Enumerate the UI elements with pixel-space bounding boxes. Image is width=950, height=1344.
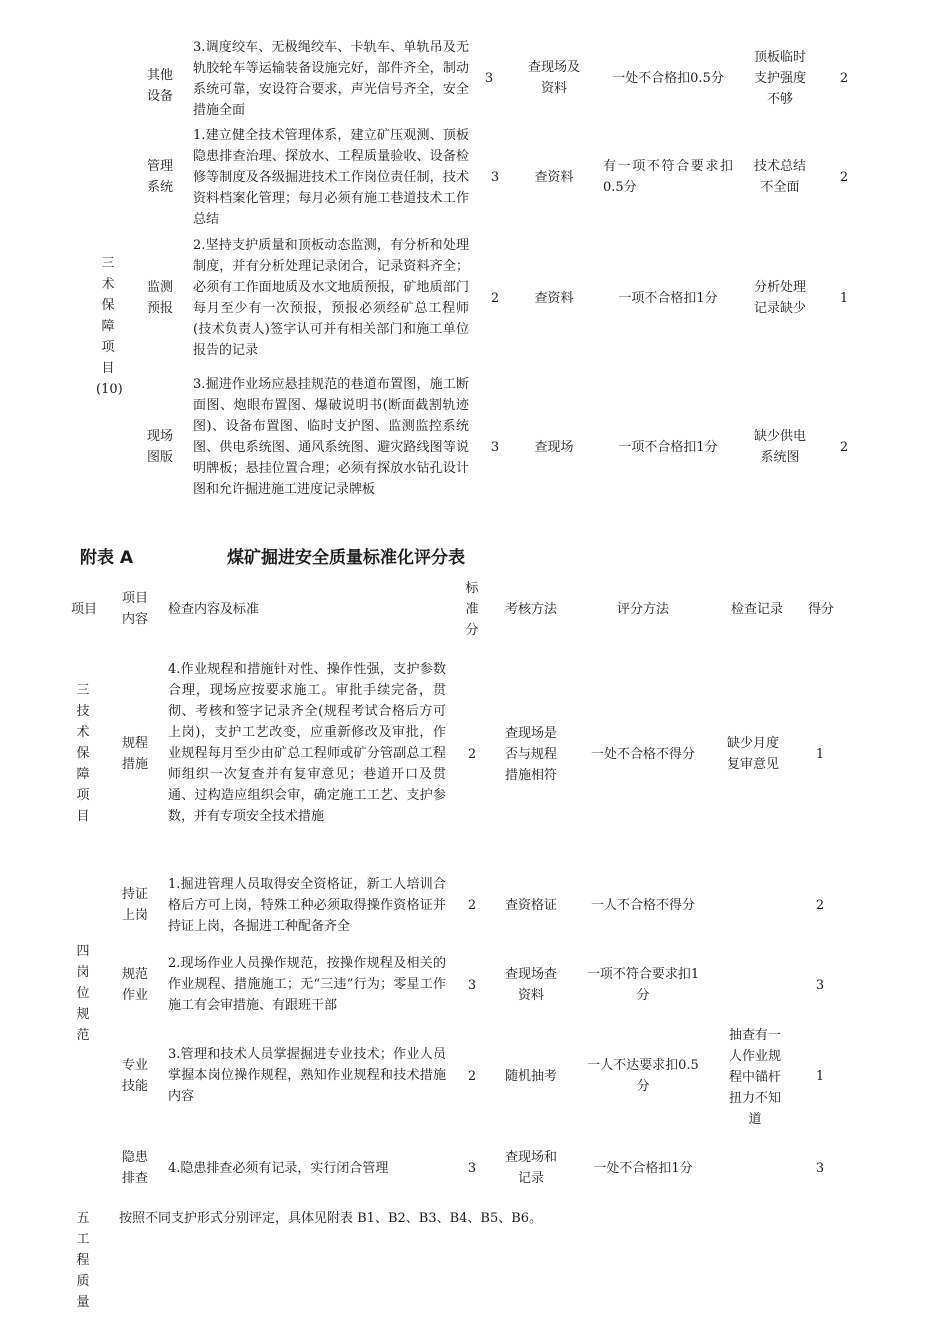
score-monitoring-forecast: 1 xyxy=(839,290,849,306)
standard-monitoring-forecast: 2 xyxy=(490,290,500,306)
page-title: 煤矿掘进安全质量标准化评分表 xyxy=(227,548,465,568)
standard-site-boards: 3 xyxy=(490,439,500,455)
score-standard-operation: 3 xyxy=(815,977,825,993)
record-site-boards: 缺少供电 系统图 xyxy=(753,429,806,465)
content-other-equipment: 3.调度绞车、无极绳绞车、卡轨车、单轨吊及无轨胶轮车等运输装备设施完好，部件齐全，制动系统可靠，安设符合要求，声光信号齐全，安全措施全面 xyxy=(193,40,469,118)
content-professional-skills: 3.管理和技术人员掌握掘进专业技术；作业人员掌握本岗位操作规程，熟知作业规程和技术措施内容 xyxy=(168,1047,446,1104)
section-label-4: 四 岗 位 规 范 xyxy=(76,944,90,1043)
standard-hazard-inspection: 3 xyxy=(467,1160,477,1176)
scoring-professional-skills: 一人不达要求扣0.5 分 xyxy=(587,1058,699,1094)
header-scoring-method: 评分方法 xyxy=(616,601,669,617)
standard-certified-work: 2 xyxy=(467,897,477,913)
scoring-certified-work: 一人不合格不得分 xyxy=(590,897,695,913)
header-item: 项目 内容 xyxy=(121,591,148,627)
score-management-system: 2 xyxy=(839,169,849,185)
scoring-hazard-inspection: 一处不合格扣1分 xyxy=(593,1160,693,1176)
standard-other-equipment: 3 xyxy=(484,70,494,86)
score-other-equipment: 2 xyxy=(839,70,849,86)
section-label-3: 三 技 术 保 障 项 目 xyxy=(76,683,90,824)
score-professional-skills: 1 xyxy=(815,1068,825,1084)
scoring-standard-operation: 一项不符合要求扣1 分 xyxy=(586,967,700,1003)
item-professional-skills: 专业 技能 xyxy=(121,1058,148,1094)
record-other-equipment: 顶板临时 支护强度 不够 xyxy=(753,49,806,107)
score-procedures-measures: 1 xyxy=(815,746,825,762)
method-certified-work: 查资格证 xyxy=(504,897,557,913)
item-other-equipment: 其他 设备 xyxy=(146,68,173,104)
record-hazard-inspection xyxy=(727,1145,793,1191)
item-monitoring-forecast: 监测 预报 xyxy=(146,280,173,316)
content-monitoring-forecast: 2.坚持支护质量和顶板动态监测，有分析和处理制度，并有分析处理记录闭合，记录资料齐全；必须有工作面地质及水文地质预报，矿地质部门每月至少有一次预报，预报必须经矿总工程师(技术负责人)签字认可并有相关部门和施工单位报告的记录 xyxy=(193,238,469,358)
item-certified-work: 持证 上岗 xyxy=(121,887,148,923)
scoring-management-system: 有一项不符合要求扣0.5分 xyxy=(603,159,733,195)
method-monitoring-forecast: 查资料 xyxy=(534,290,574,306)
item-standard-operation: 规范 作业 xyxy=(121,967,148,1003)
method-professional-skills: 随机抽考 xyxy=(504,1068,557,1084)
score-hazard-inspection: 3 xyxy=(815,1160,825,1176)
method-site-boards: 查现场 xyxy=(534,439,574,455)
content-hazard-inspection: 4.隐患排查必须有记录，实行闭合管理 xyxy=(168,1160,389,1176)
content-certified-work: 1.掘进管理人员取得安全资格证，新工人培训合格后方可上岗，特殊工种必须取得操作资格证并持证上岗，各掘进工种配备齐全 xyxy=(168,877,446,934)
score-certified-work: 2 xyxy=(815,897,825,913)
record-procedures-measures: 缺少月度 复审意见 xyxy=(727,736,780,772)
section-label-tech: 三 术 保 障 项 目 (10) xyxy=(96,256,123,397)
header-content: 检查内容及标准 xyxy=(168,601,260,617)
standard-standard-operation: 3 xyxy=(467,977,477,993)
scoring-other-equipment: 一处不合格扣0.5分 xyxy=(612,70,724,86)
section5-note: 按照不同支护形式分别评定，具体见附表 B1、B2、B3、B4、B5、B6。 xyxy=(119,1211,543,1226)
scoring-site-boards: 一项不合格扣1分 xyxy=(618,439,718,455)
item-procedures-measures: 规程 措施 xyxy=(121,736,148,772)
method-management-system: 查资料 xyxy=(534,169,574,185)
header-standard: 标 准 分 xyxy=(465,580,479,638)
content-procedures-measures: 4.作业规程和措施针对性、操作性强，支护参数合理，现场应按要求施工。审批手续完备，贯彻、考核和签字记录齐全(规程考试合格后方可上岗)，支护工艺改变，应重新修改及审批，作业规程每月至少由矿总工程师或矿分管副总工程师组织一次复查并有复审意见；巷道开口及贯通、过构造应组织会审，确定施工工艺、支护参数，并有专项安全技术措施 xyxy=(168,662,446,824)
section-label-5: 五 工 程 质 量 xyxy=(76,1211,90,1310)
standard-professional-skills: 2 xyxy=(467,1068,477,1084)
record-professional-skills: 抽查有一 人作业规 程中锚杆 扭力不知 道 xyxy=(728,1027,781,1127)
score-site-boards: 2 xyxy=(839,439,849,455)
item-site-boards: 现场 图版 xyxy=(146,429,173,465)
method-standard-operation: 查现场查 资料 xyxy=(504,967,557,1003)
method-other-equipment: 查现场及 资料 xyxy=(527,60,580,96)
scoring-procedures-measures: 一处不合格不得分 xyxy=(590,746,695,762)
header-project: 项目 xyxy=(70,601,97,617)
appendix-label: 附表 A xyxy=(80,548,134,568)
record-monitoring-forecast: 分析处理 记录缺少 xyxy=(753,280,806,316)
header-check-method: 考核方法 xyxy=(504,601,557,617)
standard-procedures-measures: 2 xyxy=(467,746,477,762)
scoring-monitoring-forecast: 一项不合格扣1分 xyxy=(618,290,718,306)
record-standard-operation xyxy=(727,962,793,1008)
header-check-record: 检查记录 xyxy=(730,601,783,617)
method-hazard-inspection: 查现场和 记录 xyxy=(504,1150,557,1186)
content-site-boards: 3.掘进作业场应悬挂规范的巷道布置图，施工断面图、炮眼布置图、爆破说明书(断面截割轨迹图)、设备布置图、临时支护图、监测监控系统图、供电系统图、通风系统图、避灾路线图等说明牌板；悬挂位置合理；必须有探放水钻孔设计图和允许掘进施工进度记录牌板 xyxy=(193,377,469,497)
record-certified-work xyxy=(727,882,793,928)
item-management-system: 管理 系统 xyxy=(146,159,173,195)
header-score: 得分 xyxy=(807,601,834,617)
content-standard-operation: 2.现场作业人员操作规范，按操作规程及相关的作业规程、措施施工；无“三违”行为；零星工作施工有会审措施、有跟班干部 xyxy=(168,956,446,1013)
method-procedures-measures: 查现场是 否与规程 措施相符 xyxy=(504,725,557,783)
content-management-system: 1.建立健全技术管理体系，建立矿压观测、顶板隐患排查治理、探放水、工程质量验收、设备检修等制度及各级掘进技术工作岗位责任制，技术资料档案化管理；每月必须有施工巷道技术工作总结 xyxy=(193,128,469,227)
standard-management-system: 3 xyxy=(490,169,500,185)
item-hazard-inspection: 隐患 排查 xyxy=(121,1150,148,1186)
record-management-system: 技术总结 不全面 xyxy=(753,159,806,195)
